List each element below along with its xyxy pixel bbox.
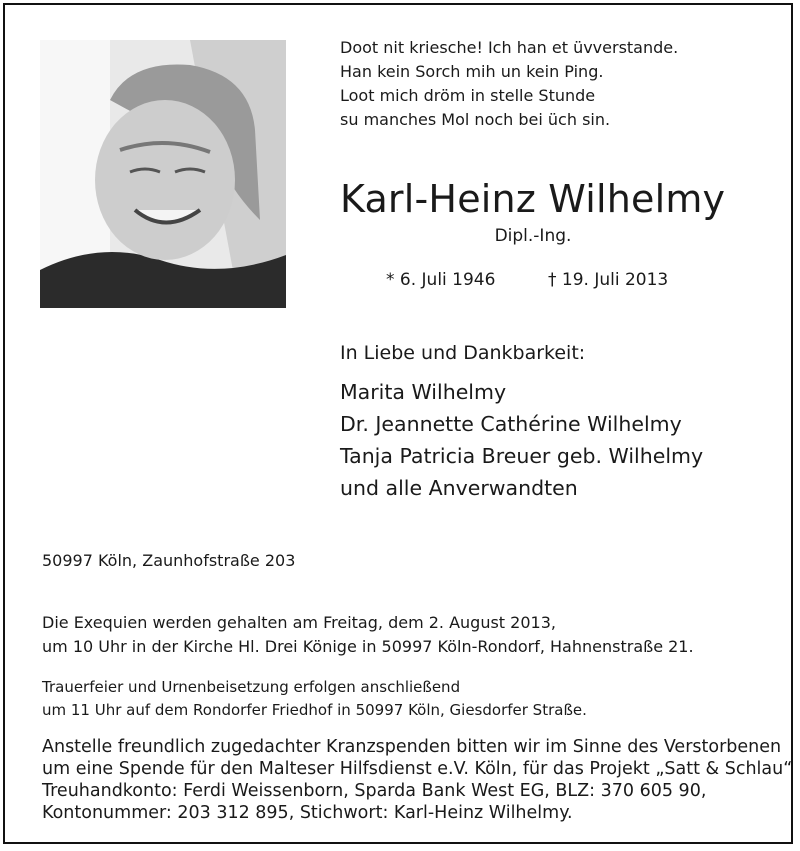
donation-line: Anstelle freundlich zugedachter Kranzspenden bitten wir im Sinne des Verstorbenen — [42, 737, 782, 757]
exequies-line: um 10 Uhr in der Kirche Hl. Drei Könige in 50997 Köln-Rondorf, Hahnenstraße 21. — [42, 637, 694, 656]
burial-line: um 11 Uhr auf dem Rondorfer Friedhof in 50997 Köln, Giesdorfer Straße. — [42, 701, 587, 719]
mourner: und alle Anverwandten — [340, 476, 578, 500]
family-address: 50997 Köln, Zaunhofstraße 203 — [42, 551, 296, 570]
mourner: Tanja Patricia Breuer geb. Wilhelmy — [340, 444, 704, 468]
portrait-photo — [40, 40, 286, 308]
donation-line: um eine Spende für den Malteser Hilfsdienst e.V. Köln, für das Projekt „Satt & Schlau“ — [42, 759, 793, 779]
mourner: Dr. Jeannette Cathérine Wilhelmy — [340, 412, 682, 436]
portrait-illustration — [40, 40, 286, 308]
mourners-list — [340, 376, 703, 504]
donation-line: Kontonummer: 203 312 895, Stichwort: Karl-Heinz Wilhelmy. — [42, 803, 573, 823]
burial-line: Trauerfeier und Urnenbeisetzung erfolgen anschließend — [42, 678, 461, 696]
poem-line: Han kein Sorch mih un kein Ping. — [340, 62, 604, 81]
burial-notice — [42, 676, 587, 722]
poem-line: Doot nit kriesche! Ich han et üvverstande. — [340, 38, 679, 57]
poem-line: Loot mich dröm in stelle Stunde — [340, 86, 596, 105]
deceased-title-row — [0, 226, 800, 246]
deceased-name: Karl-Heinz Wilhelmy — [340, 177, 726, 221]
deceased-title: Dipl.-Ing. — [494, 226, 572, 246]
donation-notice — [42, 736, 792, 824]
mourner: Marita Wilhelmy — [340, 380, 507, 404]
poem — [340, 36, 760, 132]
birth-date: * 6. Juli 1946 — [386, 270, 496, 290]
exequies-notice — [42, 611, 694, 659]
poem-line: su manches Mol noch bei üch sin. — [340, 110, 611, 129]
thanks-line: In Liebe und Dankbarkeit: — [340, 342, 586, 364]
death-date: † 19. Juli 2013 — [548, 270, 669, 290]
donation-line: Treuhandkonto: Ferdi Weissenborn, Sparda Bank West EG, BLZ: 370 605 90, — [42, 781, 707, 801]
exequies-line: Die Exequien werden gehalten am Freitag, dem 2. August 2013, — [42, 613, 556, 632]
